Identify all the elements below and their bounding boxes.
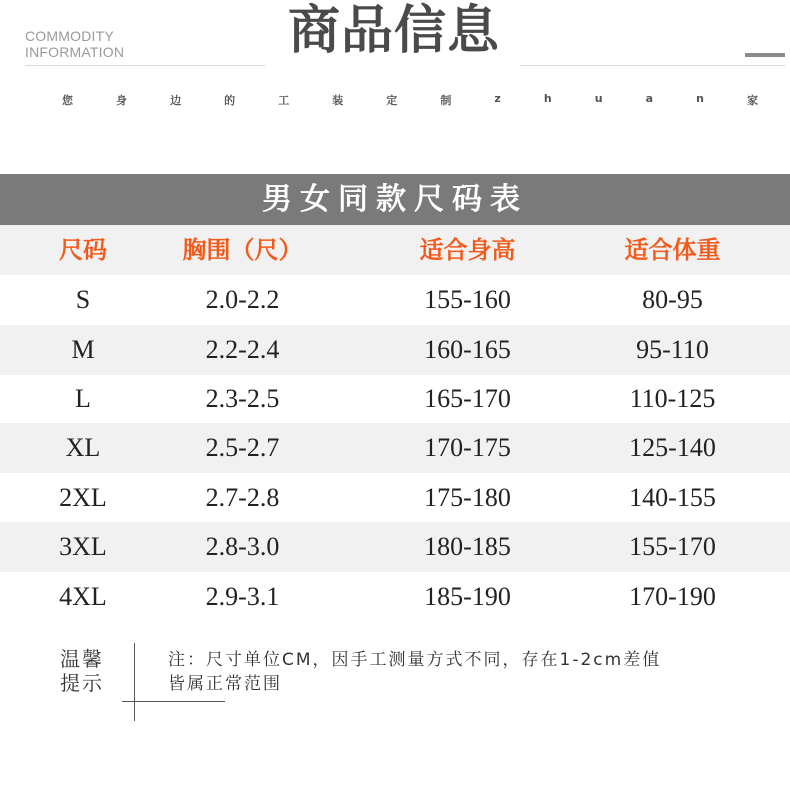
size-cell: M [71,335,95,364]
header-dash [745,53,785,57]
tip-note-line1: 注：尺寸单位CM，因手工测量方式不同，存在1-2cm差值 [168,650,662,670]
column-header-weight: 适合体重 [624,235,721,264]
weight-cell: 125-140 [629,433,716,462]
slogan-char: 制 [440,94,452,107]
size-cell: 4XL [59,582,107,611]
slogan-char: n [696,92,704,105]
slogan-char: 工 [278,94,290,107]
size-cell: L [75,384,91,413]
size-cell: 3XL [59,532,107,561]
table-row [0,572,790,622]
weight-cell: 95-110 [636,335,709,364]
height-cell: 160-165 [424,335,511,364]
chest-cell: 2.3-2.5 [205,384,280,413]
table-row [0,473,790,523]
slogan-char: 您 [62,94,73,107]
page-title: 商品信息 [288,1,501,61]
weight-cell: 140-155 [629,483,716,512]
chest-cell: 2.7-2.8 [205,483,280,512]
column-header-chest: 胸围（尺） [182,235,303,264]
slogan-char: 身 [116,94,128,107]
size-cell: S [75,285,91,314]
size-table-column-header [0,225,790,275]
column-header-height: 适合身高 [419,235,516,264]
table-row [0,423,790,473]
column-header-size: 尺码 [59,235,107,264]
slogan-char: 定 [386,94,398,107]
slogan-char: 家 [746,94,758,107]
header-line-right [520,65,785,66]
header-en-label [25,28,124,60]
table-row [0,325,790,375]
weight-cell: 110-125 [629,384,716,413]
tip-title [60,647,120,695]
header-line-left [25,65,265,66]
height-cell: 185-190 [424,582,511,611]
chest-cell: 2.8-3.0 [205,532,280,561]
slogan-char: 的 [224,94,236,107]
tip-title-line2: 提示 [60,671,104,695]
tip-title-line1: 温馨 [60,647,104,671]
weight-cell: 80-95 [642,285,703,314]
size-cell: XL [65,433,101,462]
chest-cell: 2.2-2.4 [205,335,280,364]
tip-divider-horizontal [122,701,225,702]
tip-note-line2: 皆属正常范围 [168,674,282,694]
slogan-char: a [645,92,654,105]
slogan-char: h [543,92,552,105]
chest-cell: 2.0-2.2 [205,285,280,314]
height-cell: 165-170 [424,384,511,413]
tip-divider-vertical [134,643,135,721]
height-cell: 170-175 [424,433,511,462]
height-cell: 180-185 [424,532,511,561]
height-cell: 155-160 [424,285,511,314]
slogan-char: 边 [170,94,182,107]
weight-cell: 155-170 [629,532,716,561]
size-cell: 2XL [59,483,107,512]
table-row [0,522,790,572]
table-row [0,374,790,424]
tip-note [168,648,778,696]
chest-cell: 2.5-2.7 [205,433,280,462]
slogan [40,92,780,108]
table-row [0,275,790,325]
weight-cell: 170-190 [629,582,716,611]
height-cell: 175-180 [424,483,511,512]
slogan-char: 装 [332,94,344,107]
chest-cell: 2.9-3.1 [205,582,280,611]
header-en-line2: INFORMATION [25,44,125,60]
header-en-line1: COMMODITY [25,28,114,44]
size-table-title: 男女同款尺码表 [0,174,790,225]
slogan-char: z [494,92,501,105]
slogan-char: u [594,92,603,105]
